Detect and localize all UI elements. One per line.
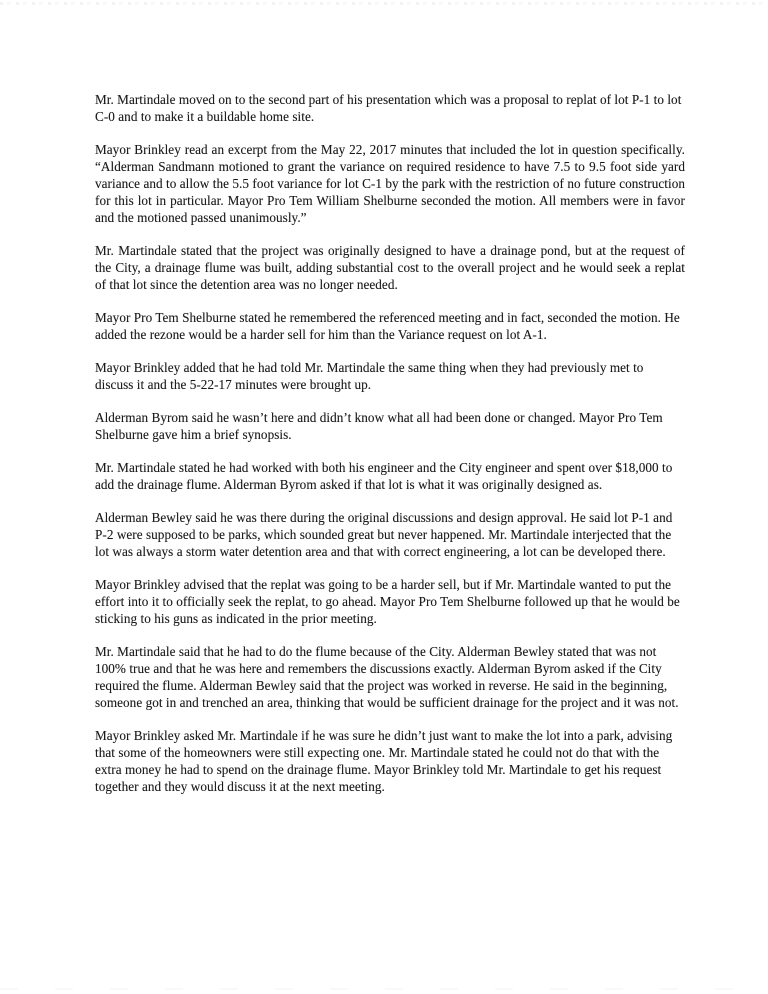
paragraph-drainage-pond: Mr. Martindale stated that the project was originally designed to have a drainage pond, but at the request of the City, a drainage flume was built, adding substantial cost to the overall project and he would seek a replat of that lot since the detention area was no longer needed. xyxy=(95,243,685,292)
paragraph-byrom-synopsis: Alderman Byrom said he wasn’t here and didn’t know what all had been done or changed. Mayor Pro Tem Shelburne gave him a brief synopsis. xyxy=(95,410,663,442)
paragraph-martindale-engineer: Mr. Martindale stated he had worked with both his engineer and the City engineer and spent over $18,000 to add the drainage flume. Alderman Byrom asked if that lot is what it was originally designed as. xyxy=(95,460,673,492)
paragraph-replat-proposal: Mr. Martindale moved on to the second part of his presentation which was a proposal to replat of lot P-1 to lot C-0 and to make it a buildable home site. xyxy=(95,92,682,124)
scan-artifact-bottom xyxy=(0,988,768,990)
document-body xyxy=(95,91,685,811)
paragraph-park-question: Mayor Brinkley asked Mr. Martindale if he was sure he didn’t just want to make the lot into a park, advising that some of the homeowners were still expecting one. Mr. Martindale stated he could not do that with the extra money he had to spend on the drainage flume. Mayor Brinkley told Mr. Martindale to get his request together and they would discuss it at the next meeting. xyxy=(95,728,673,794)
paragraph-minutes-excerpt: Mayor Brinkley read an excerpt from the May 22, 2017 minutes that included the lot in question specifically. “Alderman Sandmann motioned to grant the variance on required residence to have 7.5 to 9.5 foot side yard variance and to allow the 5.5 foot variance for lot C-1 by the park with the restriction of no future construction for this lot in particular. Mayor Pro Tem William Shelburne seconded the motion. All members were in favor and the motioned passed unanimously.” xyxy=(95,142,685,225)
paragraph-brinkley-added: Mayor Brinkley added that he had told Mr. Martindale the same thing when they had previously met to discuss it and the 5-22-17 minutes were brought up. xyxy=(95,360,644,392)
paragraph-shelburne-remembered: Mayor Pro Tem Shelburne stated he remembered the referenced meeting and in fact, seconded the motion. He added the rezone would be a harder sell for him than the Variance request on lot A-1. xyxy=(95,310,680,342)
paragraph-bewley-parks: Alderman Bewley said he was there during the original discussions and design approval. He said lot P-1 and P-2 were supposed to be parks, which sounded great but never happened. Mr. Martindale interjected that the lot was always a storm water detention area and that with correct engineering, a lot can be developed there. xyxy=(95,510,673,559)
scan-artifact-top xyxy=(0,2,768,5)
paragraph-brinkley-advised: Mayor Brinkley advised that the replat was going to be a harder sell, but if Mr. Martindale wanted to put the effort into it to officially seek the replat, to go ahead. Mayor Pro Tem Shelburne followed up that he would be sticking to his guns as indicated in the prior meeting. xyxy=(95,577,680,626)
paragraph-flume-dispute: Mr. Martindale said that he had to do the flume because of the City. Alderman Bewley stated that was not 100% true and that he was here and remembers the discussions exactly. Alderman Byrom asked if the City required the flume. Alderman Bewley said that the project was worked in reverse. He said in the beginning, someone got in and trenched an area, thinking that would be sufficient drainage for the project and it was not. xyxy=(95,644,679,710)
